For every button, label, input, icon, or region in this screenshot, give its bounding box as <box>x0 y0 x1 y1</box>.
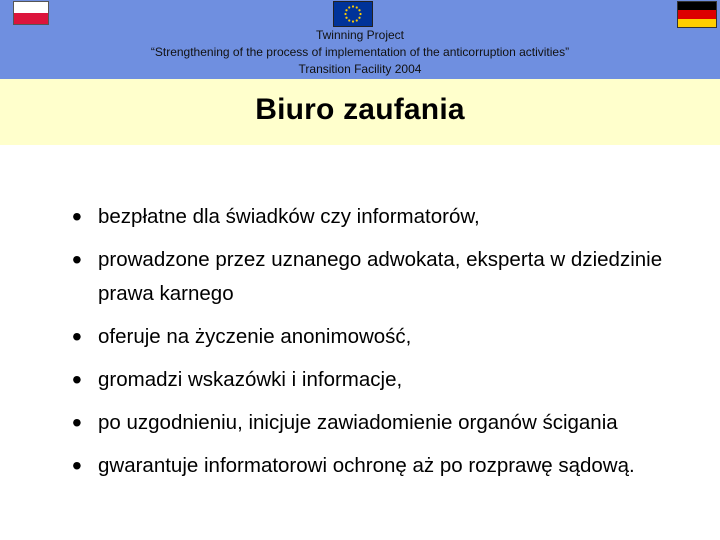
bullet-icon: • <box>72 364 82 395</box>
bullet-list <box>72 200 712 492</box>
bullet-item <box>72 406 712 440</box>
bullet-text: po uzgodnieniu, inicjuje zawiadomienie organów ścigania <box>98 411 618 434</box>
bullet-item <box>72 363 712 397</box>
bullet-text: oferuje na życzenie anonimowość, <box>98 325 412 348</box>
poland-flag-icon <box>13 1 49 25</box>
bullet-text: prowadzone przez uznanego adwokata, eksperta w dziedzinie prawa karnego <box>98 248 663 305</box>
bullet-text: gromadzi wskazówki i informacje, <box>98 368 403 391</box>
bullet-text: bezpłatne dla świadków czy informatorów, <box>98 205 480 228</box>
project-facility: Transition Facility 2004 <box>298 62 422 76</box>
project-subtitle: “Strengthening of the process of implementation of the anticorruption activities” <box>150 45 570 59</box>
project-name: Twinning Project <box>315 28 405 42</box>
bullet-icon: • <box>72 407 82 438</box>
germany-flag-icon <box>677 1 717 28</box>
bullet-icon: • <box>72 321 82 352</box>
header-band <box>0 0 720 79</box>
bullet-icon: • <box>72 450 82 481</box>
bullet-icon: • <box>72 201 82 232</box>
bullet-item <box>72 243 712 311</box>
bullet-item <box>72 320 712 354</box>
bullet-icon: • <box>72 244 82 275</box>
bullet-text: gwarantuje informatorowi ochronę aż po rozprawę sądową. <box>98 454 635 477</box>
eu-flag-icon <box>333 1 373 27</box>
slide-title: Biuro zaufania <box>255 93 465 126</box>
project-info <box>0 27 720 78</box>
bullet-item <box>72 449 712 483</box>
bullet-item <box>72 200 712 234</box>
